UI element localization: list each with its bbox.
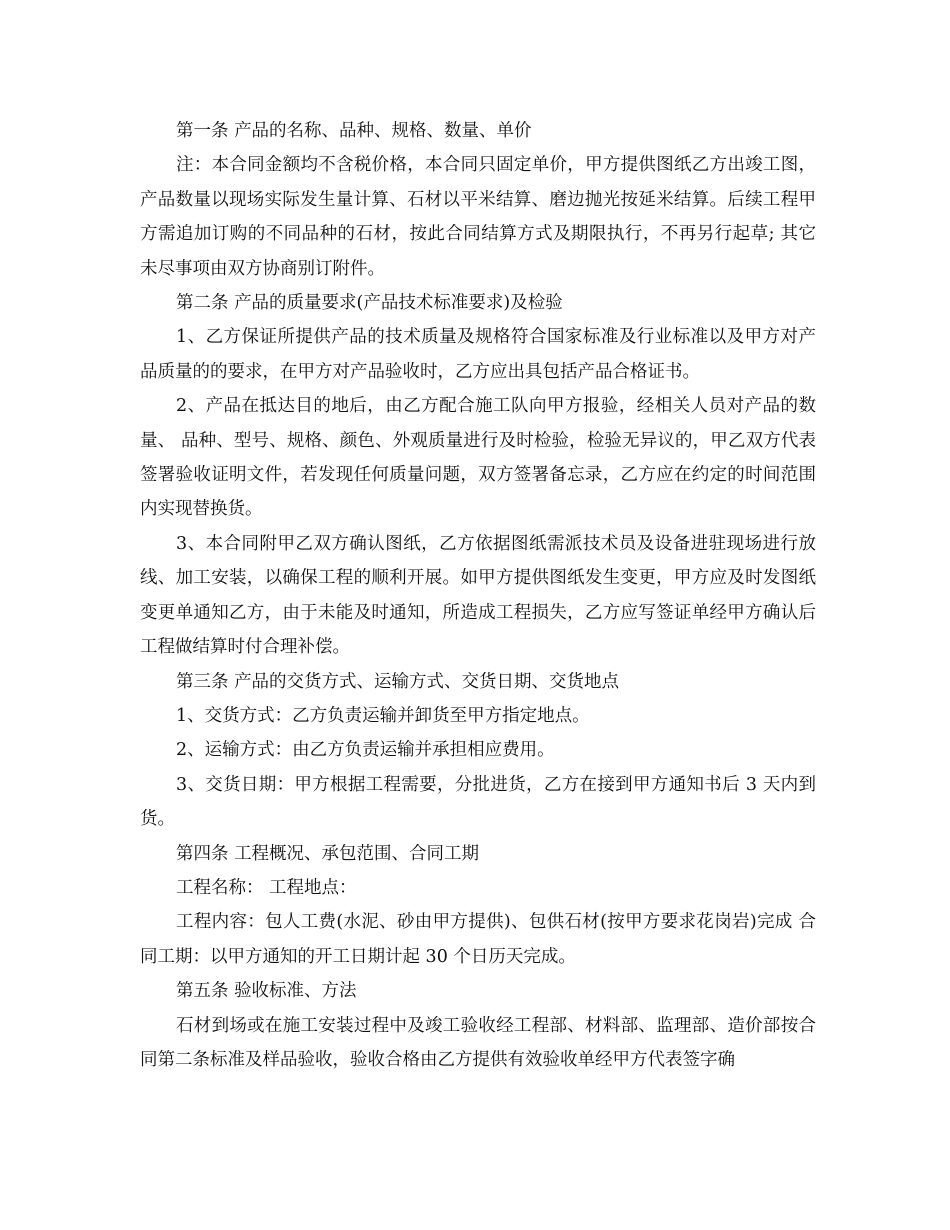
contract-page — [140, 114, 816, 1077]
article-2-heading: 第二条 产品的质量要求(产品技术标准要求)及检验 — [176, 293, 563, 314]
article-5-heading: 第五条 验收标准、方法 — [176, 981, 357, 1002]
article-3-heading: 第三条 产品的交货方式、运输方式、交货日期、交货地点 — [176, 671, 620, 692]
project-content: 工程内容：包人工费(水泥、砂由甲方提供)、包供石材(按甲方要求花岗岩)完成 合同工期：以甲方通知的开工日期计起 30 个日历天完成。 — [140, 912, 816, 967]
note-paragraph: 注：本合同金额均不含税价格，本合同只固定单价，甲方提供图纸乙方出竣工图，产品数量以现场实际发生量计算、石材以平米结算、磨边抛光按延米结算。后续工程甲方需追加订购的不同品种的石材，按此合同结算方式及期限执行，不再另行起草; 其它未尽事项由双方协商别订附件。 — [140, 155, 816, 279]
article-3-clause-2: 2、运输方式：由乙方负责运输并承担相应费用。 — [176, 740, 555, 761]
article-2-clause-1: 1、乙方保证所提供产品的技术质量及规格符合国家标准及行业标准以及甲方对产品质量的的要求，在甲方对产品验收时，乙方应出具包括产品合格证书。 — [140, 327, 816, 382]
article-4-heading: 第四条 工程概况、承包范围、合同工期 — [176, 843, 480, 864]
project-name-location: 工程名称： 工程地点： — [176, 877, 357, 898]
article-3-clause-1: 1、交货方式：乙方负责运输并卸货至甲方指定地点。 — [176, 705, 590, 726]
article-1-heading: 第一条 产品的名称、品种、规格、数量、单价 — [176, 121, 532, 141]
article-2-clause-3: 3、本合同附甲乙双方确认图纸，乙方依据图纸需派技术员及设备进驻现场进行放线、加工安装，以确保工程的顺利开展。如甲方提供图纸发生变更，甲方应及时发图纸变更单通知乙方，由于未能及时通知，所造成工程损失，乙方应写签证单经甲方确认后工程做结算时付合理补偿。 — [140, 533, 816, 658]
article-2-clause-2: 2、产品在抵达目的地后，由乙方配合施工队向甲方报验，经相关人员对产品的数量、 品种、型号、规格、颜色、外观质量进行及时检验，检验无异议的，甲乙双方代表签署验收证明文件，若发现任何质量问题，双方签署备忘录，乙方应在约定的时间范围内实现替换货。 — [140, 396, 816, 520]
article-3-clause-3: 3、交货日期：甲方根据工程需要，分批进货，乙方在接到甲方通知书后 3 天内到货。 — [140, 774, 816, 830]
article-5-body: 石材到场或在施工安装过程中及竣工验收经工程部、材料部、监理部、造价部按合同第二条标准及样品验收，验收合格由乙方提供有效验收单经甲方代表签字确 — [140, 1015, 816, 1070]
